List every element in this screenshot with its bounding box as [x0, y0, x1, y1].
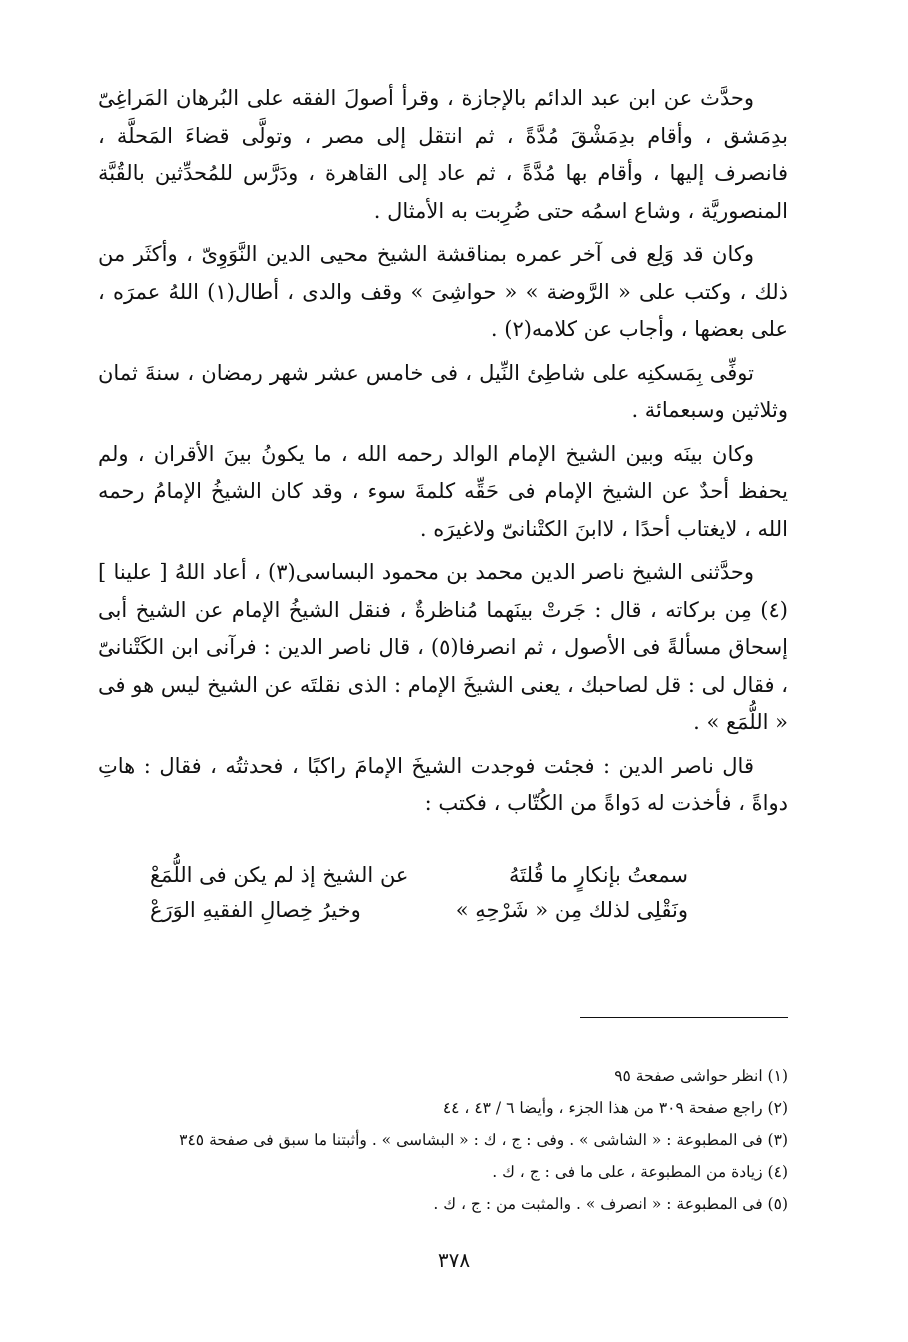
footnote-3: (٣) فى المطبوعة : « الشاشى » . وفى : ج ، ك : « البشاسى » . وأثبتنا ما سبق فى صفحة ٣٤٥ [179, 1131, 788, 1149]
footnotes [120, 1060, 788, 1220]
paragraph-1: وحدَّث عن ابن عبد الدائم بالإجازة ، وقرأ أصولَ الفقه على البُرهان المَراغِىّ بدِمَشق ، وأقام بدِمَشْقَ مُدَّةً ، ثم انتقل إلى مصر ، وتولَّى قضاءَ المَحلَّة ، فانصرف إليها ، وأقام بها مُدَّةً ، ثم عاد إلى القاهرة ، ودَرَّس للمُحدِّثين بالقُبَّة المنصوريَّة ، وشاع اسمُه حتى ضُرِبت به الأمثال . [98, 86, 788, 223]
poem [150, 858, 688, 928]
poem-verse-1 [150, 858, 688, 893]
paragraph-2: وكان قد وَلِع فى آخر عمره بمناقشة الشيخ محيى الدين النَّوَوِىّ ، وأكثَر من ذلك ، وكتب على « الرَّوضة » « حواشِىَ » وقف والدى ، أطال(١) اللهُ عمرَه ، على بعضها ، وأجاب عن كلامه(٢) . [98, 242, 788, 341]
paragraph-3: توفِّى بِمَسكنِه على شاطِئ النِّيل ، فى خامس عشر شهر رمضان ، سنةَ ثمان وثلاثين وسبعمائة . [98, 360, 788, 422]
main-text [98, 80, 788, 829]
paragraph-6: قال ناصر الدين : فجئت فوجدت الشيخَ الإمامَ راكبًا ، فحدثتُه ، فقال : هاتِ دواةً ، فأخذت له دَواةً من الكُتّاب ، فكتب : [98, 753, 788, 815]
paragraph-4: وكان بينَه وبين الشيخ الإمام الوالد رحمه الله ، ما يكونُ بينَ الأقران ، ولم يحفظ أحدٌ عن الشيخ الإمام فى حَقِّه كلمةَ سوء ، وقد كان الشيخُ الإمامُ رحمه الله ، لايغتاب أحدًا ، لاابنَ الكتْنانىّ ولاغيرَه . [98, 441, 788, 541]
page-number: ٣٧٨ [437, 1248, 471, 1272]
verse-2-first-hemistich: ونَقْلِى لذلك مِن « شَرْحِهِ » [455, 898, 688, 922]
footnote-separator [580, 1017, 788, 1018]
footnote-2: (٢) راجع صفحة ٣٠٩ من هذا الجزء ، وأيضا ٦ / ٤٣ ، ٤٤ [442, 1099, 788, 1117]
footnote-1: (١) انظر حواشى صفحة ٩٥ [614, 1067, 788, 1085]
footnote-5: (٥) فى المطبوعة : « انصرف » . والمثبت من : ج ، ك . [433, 1195, 788, 1213]
footnote-4: (٤) زيادة من المطبوعة ، على ما فى : ج ، ك . [492, 1163, 788, 1181]
poem-verse-2 [150, 893, 688, 928]
verse-1-second-hemistich: عن الشيخ إذ لم يكن فى اللُّمَعْ [150, 863, 409, 887]
verse-2-second-hemistich: وخيرُ خِصالِ الفقيهِ الوَرَعْ [150, 898, 361, 922]
paragraph-5: وحدَّثنى الشيخ ناصر الدين محمد بن محمود البساسى(٣) ، أعاد اللهُ [ علينا ](٤) مِن بركاته ، قال : جَرتْ بينَهما مُناظرةٌ ، فنقل الشيخُ الإمام عن الشيخ أبى إسحاق مسألةً فى الأصول ، ثم انصرفا(٥) ، قال ناصر الدين : فرآنى ابن الكَتْنانىّ ، فقال لى : قل لصاحبك ، يعنى الشيخَ الإمام : الذى نقلتَه عن الشيخ ليس هو فى « اللُّمَع » . [98, 560, 788, 734]
verse-1-first-hemistich: سمعتُ بإنكارٍ ما قُلتَهُ [509, 863, 688, 887]
